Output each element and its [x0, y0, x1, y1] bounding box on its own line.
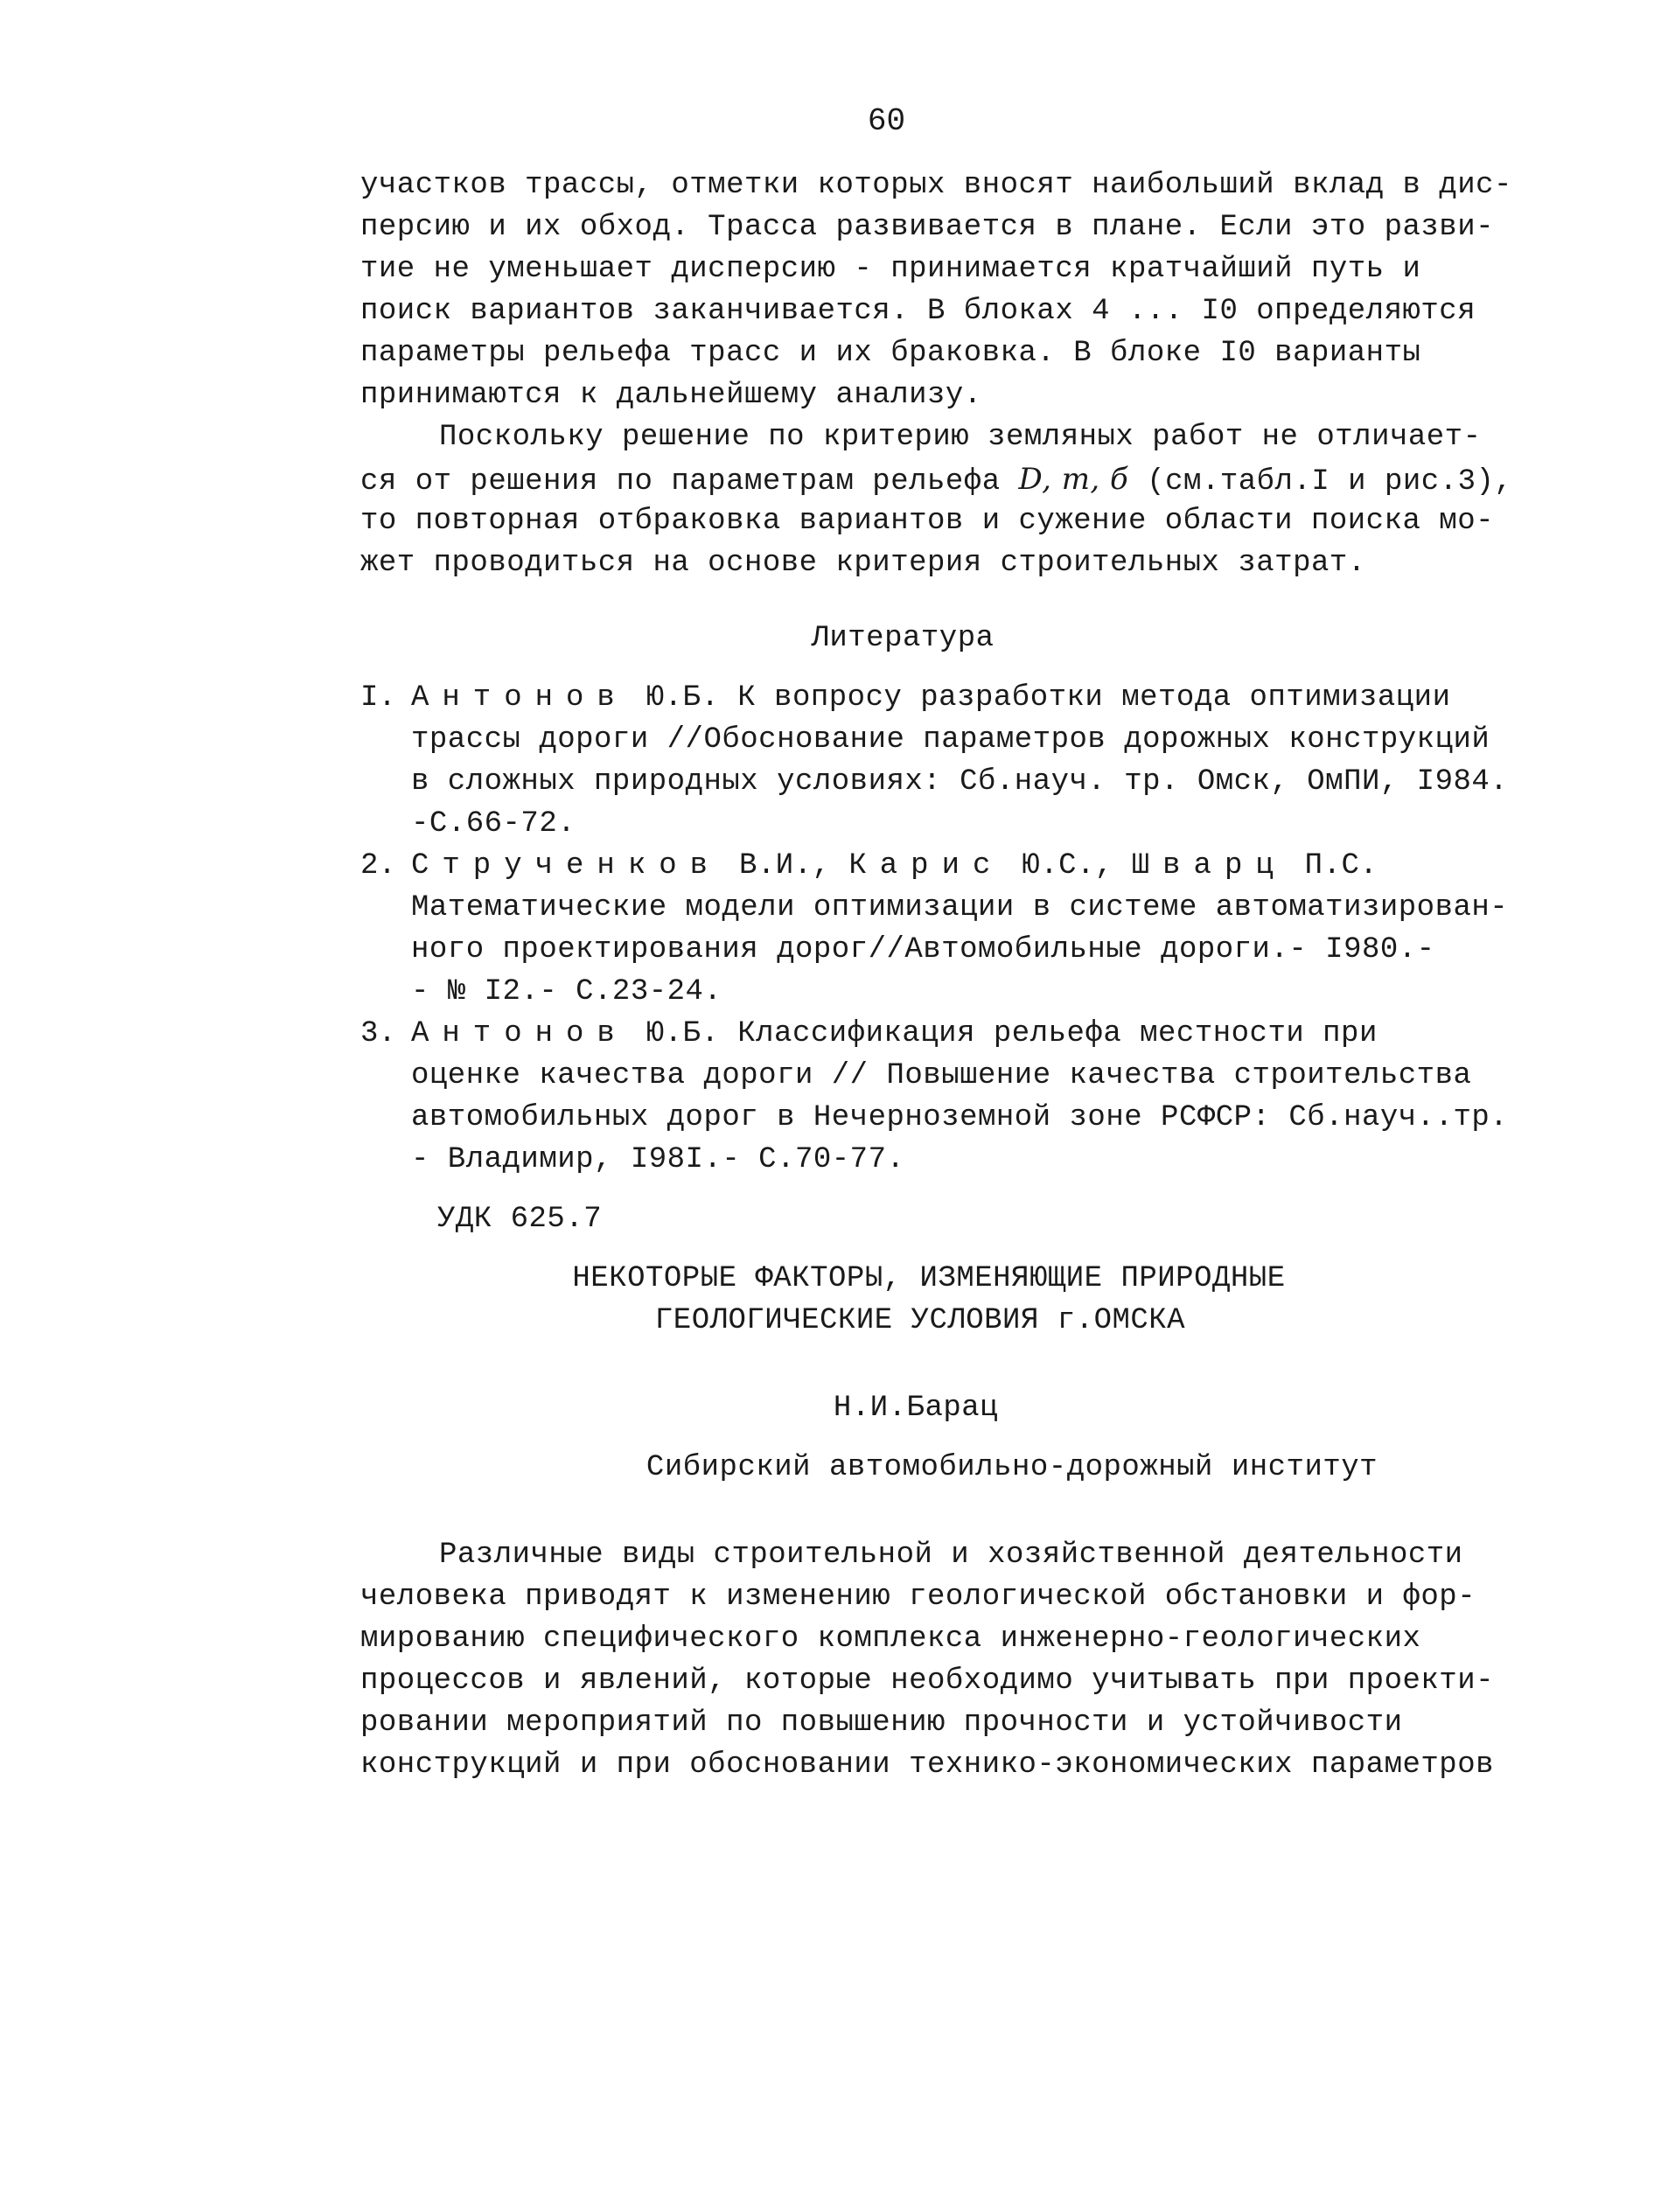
reference-item — [360, 1013, 1509, 1181]
paragraph-body — [360, 1534, 1495, 1786]
text-line: принимаются к дальнейшему анализу. — [360, 379, 982, 412]
text-line: автомобильных дорог в Нечерноземной зоне РСФСР: Сб.науч..тр. — [411, 1101, 1509, 1134]
reference-item — [360, 677, 1509, 845]
text-line: персию и их обход. Трасса развивается в плане. Если это разви- — [360, 211, 1495, 244]
reference-number: 2. — [360, 849, 396, 883]
page-number: 60 — [867, 103, 906, 139]
text-line: в сложных природных условиях: Сб.науч. тр. Омск, ОмПИ, I984. — [411, 765, 1509, 799]
text-line: человека приводят к изменению геологической обстановки и фор- — [360, 1580, 1476, 1614]
text-line: участков трассы, отметки которых вносят наибольший вклад в дис- — [360, 169, 1512, 202]
reference-author: Струченков — [411, 849, 722, 883]
text-fragment: П.С. — [1286, 849, 1378, 883]
reference-first-line — [411, 845, 1508, 887]
article-title — [360, 1258, 1445, 1342]
reference-number: 3. — [360, 1017, 396, 1050]
reference-author: Антонов — [411, 681, 628, 715]
text-line: ного проектирования дорог//Автомобильные дороги.- I980.- — [411, 933, 1435, 966]
institution: Сибирский автомобильно-дорожный институт — [646, 1451, 1378, 1484]
text-fragment: ся от решения по параметрам рельефа — [360, 465, 1019, 499]
text-line: - № I2.- С.23-24. — [411, 975, 722, 1008]
text-line: параметры рельефа трасс и их браковка. В блоке I0 варианты — [360, 337, 1421, 370]
text-fragment: В.И., — [721, 849, 849, 883]
reference-author: Шварц — [1131, 849, 1287, 883]
reference-item — [360, 845, 1509, 1013]
text-line: жет проводиться на основе критерия строительных затрат. — [360, 547, 1366, 580]
text-line: ровании мероприятий по повышению прочности и устойчивости — [360, 1706, 1403, 1740]
text-line: то повторная отбраковка вариантов и сужение области поиска мо- — [360, 505, 1495, 538]
reference-author: Карис — [848, 849, 1004, 883]
article-title-line: ГЕОЛОГИЧЕСКИЕ УСЛОВИЯ г.ОМСКА — [654, 1304, 1186, 1337]
relief-parameter-symbols: D, m, б — [1018, 462, 1129, 497]
text-line: оценке качества дороги // Повышение качества строительства — [411, 1059, 1472, 1092]
text-line: поиск вариантов заканчивается. В блоках 4 ... I0 определяются — [360, 295, 1476, 328]
text-line: тие не уменьшает дисперсию - принимается кратчайший путь и — [360, 253, 1421, 286]
literature-heading: Литература — [811, 622, 995, 655]
paragraph-criteria — [360, 416, 1513, 584]
text-line: Математические модели оптимизации в системе автоматизирован- — [411, 891, 1509, 925]
reference-number: I. — [360, 681, 396, 715]
text-line: -С.66-72. — [411, 807, 576, 841]
reference-first-line — [411, 677, 1508, 719]
text-line: конструкций и при обосновании технико-экономических параметров — [360, 1748, 1495, 1782]
text-fragment: (см.табл.I и рис.3), — [1128, 465, 1513, 499]
text-line: Различные виды строительной и хозяйственной деятельности — [439, 1539, 1463, 1572]
text-line: процессов и явлений, которые необходимо учитывать при проекти- — [360, 1664, 1495, 1698]
text-line: - Владимир, I98I.- С.70-77. — [411, 1143, 905, 1176]
reference-author: Антонов — [411, 1017, 628, 1050]
text-fragment: Ю.Б. Классификация рельефа местности при — [627, 1017, 1378, 1050]
text-line: трассы дороги //Обоснование параметров дорожных конструкций — [411, 723, 1490, 757]
text-line: Поскольку решение по критерию земляных работ не отличает- — [439, 421, 1482, 454]
article-author: Н.И.Барац — [833, 1392, 999, 1425]
reference-first-line — [411, 1013, 1508, 1055]
page-content — [360, 164, 1513, 1786]
text-fragment: Ю.Б. К вопросу разработки метода оптимизации — [627, 681, 1451, 715]
text-line — [360, 458, 1513, 500]
udk-code: УДК 625.7 — [437, 1203, 603, 1236]
article-title-line: НЕКОТОРЫЕ ФАКТОРЫ, ИЗМЕНЯЮЩИЕ ПРИРОДНЫЕ — [572, 1262, 1286, 1295]
text-fragment: Ю.С., — [1003, 849, 1132, 883]
paragraph-continuation — [360, 164, 1512, 416]
text-line: мированию специфического комплекса инженерно-геологических — [360, 1622, 1421, 1656]
